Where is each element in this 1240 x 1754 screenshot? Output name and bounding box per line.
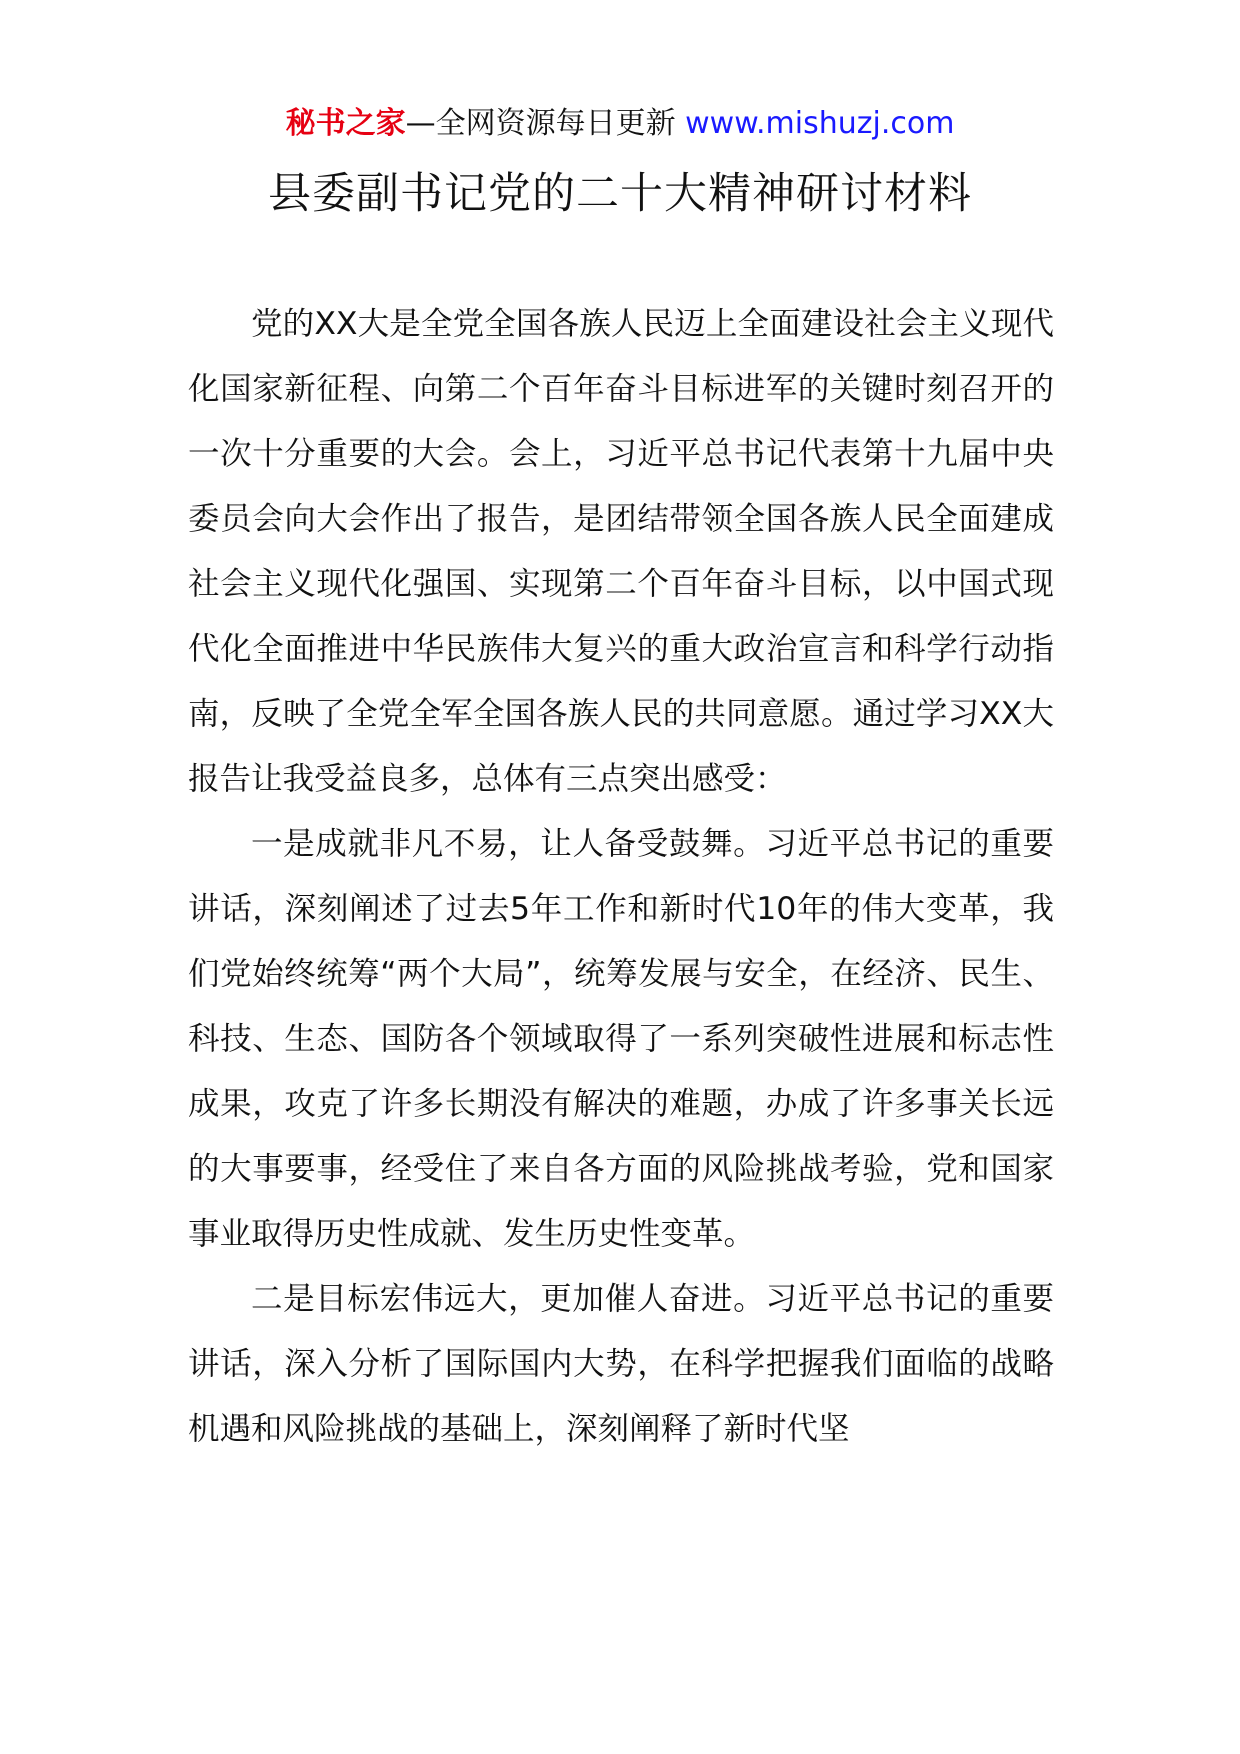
paragraph-lead: 一是成就非凡不易，让人备受鼓舞。	[251, 826, 766, 862]
paragraph-text: 习近平总书记的重要讲话，深刻阐述了过去5年工作和新时代10年的伟大变革，我们党始终统筹“两个大局”，统筹发展与安全，在经济、民生、科技、生态、国防各个领域取得了一系列突破性进展和标志性成果，攻克了许多长期没有解决的难题，办成了许多事关长远的大事要事，经受住了来自各方面的风险挑战考验，党和国家事业取得历史性成就、发生历史性变革。	[188, 826, 1054, 1252]
paragraph-intro	[188, 292, 1054, 812]
paragraph-point-one	[188, 812, 1054, 1267]
paragraph-point-two	[188, 1267, 1054, 1462]
site-tagline: —全网资源每日更新	[405, 106, 686, 141]
site-url-link[interactable]: www.mishuzj.com	[685, 106, 955, 141]
site-header	[0, 102, 1240, 146]
paragraph-lead: 二是目标宏伟远大，更加催人奋进。	[251, 1281, 766, 1317]
document-title: 县委副书记党的二十大精神研讨材料	[268, 169, 972, 219]
document-body	[188, 292, 1054, 1462]
paragraph-text: 习近平总书记的重要讲话，深入分析了国际国内大势，在科学把握我们面临的战略机遇和风险挑战的基础上，深刻阐释了新时代坚	[188, 1281, 1054, 1447]
paragraph-text: 党的XX大是全党全国各族人民迈上全面建设社会主义现代化国家新征程、向第二个百年奋斗目标进军的关键时刻召开的一次十分重要的大会。会上，习近平总书记代表第十九届中央委员会向大会作出了报告，是团结带领全国各族人民全面建成社会主义现代化强国、实现第二个百年奋斗目标，以中国式现代化全面推进中华民族伟大复兴的重大政治宣言和科学行动指南，反映了全党全军全国各族人民的共同意愿。通过学习XX大报告让我受益良多，总体有三点突出感受：	[188, 306, 1054, 797]
site-brand: 秘书之家	[285, 106, 406, 141]
